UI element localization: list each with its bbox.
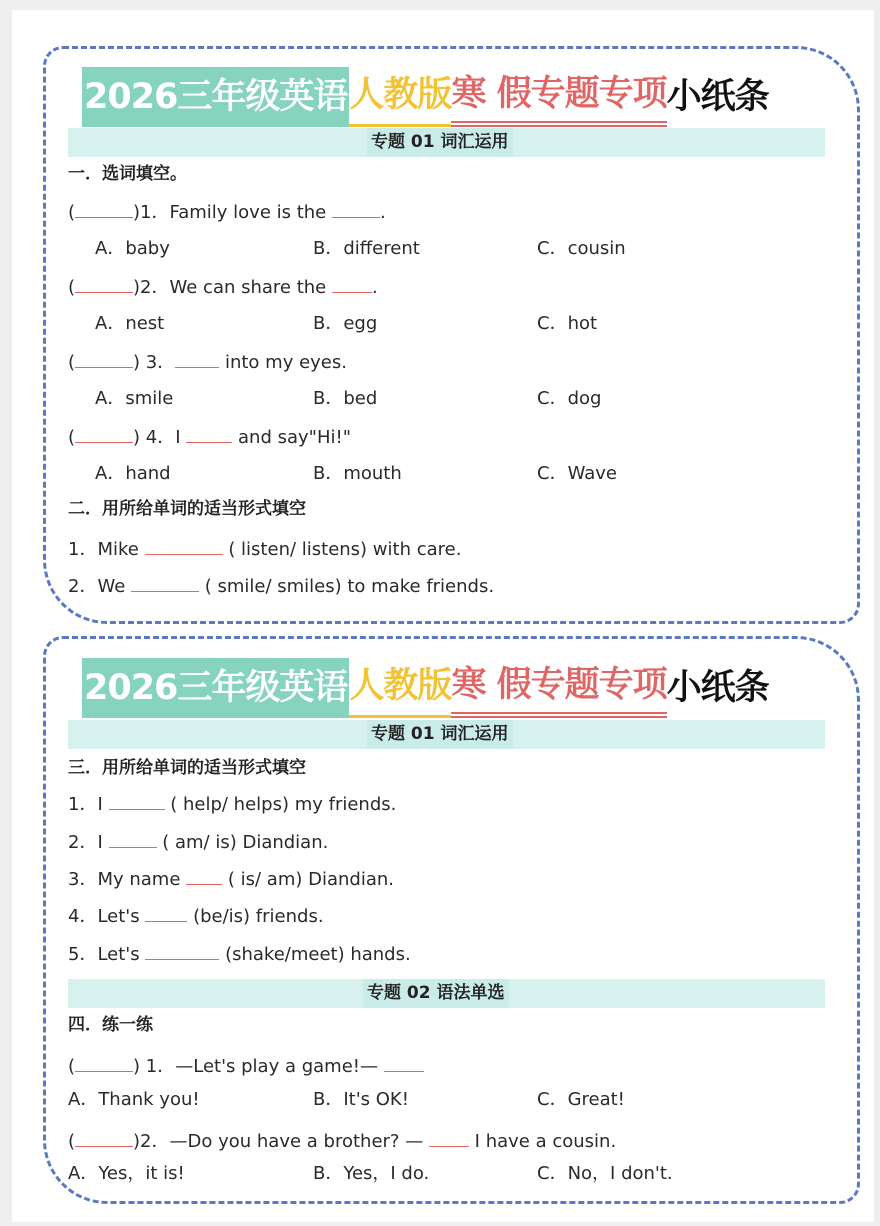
question-1: ( )1．Family love is the .: [68, 199, 386, 226]
question-4: ( ) 4．I and say"Hi!": [68, 424, 351, 451]
option-c[interactable]: C．hot: [537, 313, 598, 334]
option-b[interactable]: B．It's OK!: [313, 1089, 409, 1110]
option-c[interactable]: C．cousin: [537, 238, 626, 259]
fill-blank[interactable]: [332, 274, 372, 293]
fill-item-2: 2．We ( smile/ smiles) to make friends.: [68, 573, 494, 600]
question-3: ( ) 3． into my eyes.: [68, 349, 347, 376]
title-edition: 人教版: [349, 67, 451, 127]
worksheet-title: [82, 658, 769, 718]
question-1: ( ) 1．—Let's play a game!—: [68, 1053, 424, 1080]
fill-blank[interactable]: [186, 866, 222, 885]
answer-blank[interactable]: [75, 424, 133, 443]
fill-item-4: 4．Let's (be/is) friends.: [68, 903, 324, 930]
section-heading: 四．练一练: [68, 1015, 153, 1035]
fill-blank[interactable]: [145, 903, 187, 922]
answer-blank[interactable]: [75, 199, 133, 218]
fill-blank[interactable]: [332, 199, 380, 218]
title-grade-subject: 2026三年级英语: [82, 658, 349, 718]
section-heading: 一．选词填空。: [68, 164, 187, 184]
title-topic: 寒 假专题专项: [451, 67, 666, 127]
title-grade-subject: 2026三年级英语: [82, 67, 349, 127]
title-topic: 寒 假专题专项: [451, 658, 666, 718]
option-b[interactable]: B．mouth: [313, 463, 402, 484]
title-suffix: 小纸条: [666, 668, 769, 708]
option-a[interactable]: A．Yes，it is!: [68, 1163, 185, 1184]
title-edition: 人教版: [349, 658, 451, 718]
fill-item-1: 1．Mike ( listen/ listens) with care.: [68, 536, 461, 563]
option-b[interactable]: B．Yes，I do.: [313, 1163, 430, 1184]
option-b[interactable]: B．egg: [313, 313, 378, 334]
title-suffix: 小纸条: [666, 77, 769, 117]
fill-item-2: 2．I ( am/ is) Diandian.: [68, 829, 328, 856]
answer-blank[interactable]: [75, 274, 133, 293]
fill-item-5: 5．Let's (shake/meet) hands.: [68, 941, 411, 968]
answer-blank[interactable]: [75, 349, 133, 368]
question-2: ( )2．We can share the .: [68, 274, 378, 301]
section-heading: 二．用所给单词的适当形式填空: [68, 499, 306, 519]
option-b[interactable]: B．different: [313, 238, 420, 259]
fill-blank[interactable]: [145, 941, 219, 960]
answer-blank[interactable]: [75, 1128, 133, 1147]
option-a[interactable]: A．nest: [95, 313, 165, 334]
topic-label: 专题 02 语法单选: [363, 979, 509, 1008]
section-heading: 三．用所给单词的适当形式填空: [68, 758, 306, 778]
topic-label: 专题 01 词汇运用: [367, 720, 513, 749]
option-a[interactable]: A．hand: [95, 463, 171, 484]
fill-blank[interactable]: [109, 791, 165, 810]
fill-blank[interactable]: [131, 573, 199, 592]
option-c[interactable]: C．Great!: [537, 1089, 625, 1110]
option-c[interactable]: C．dog: [537, 388, 602, 409]
fill-item-1: 1．I ( help/ helps) my friends.: [68, 791, 396, 818]
fill-item-3: 3．My name ( is/ am) Diandian.: [68, 866, 394, 893]
topic-label: 专题 01 词汇运用: [367, 128, 513, 157]
option-a[interactable]: A．Thank you!: [68, 1089, 200, 1110]
option-b[interactable]: B．bed: [313, 388, 378, 409]
answer-blank[interactable]: [75, 1053, 133, 1072]
fill-blank[interactable]: [145, 536, 223, 555]
option-c[interactable]: C．Wave: [537, 463, 617, 484]
question-2: ( )2．—Do you have a brother? — I have a cousin.: [68, 1128, 616, 1155]
option-c[interactable]: C．No，I don't.: [537, 1163, 673, 1184]
fill-blank[interactable]: [186, 424, 232, 443]
option-a[interactable]: A．baby: [95, 238, 170, 259]
fill-blank[interactable]: [175, 349, 219, 368]
fill-blank[interactable]: [429, 1128, 469, 1147]
worksheet-title: [82, 67, 769, 127]
fill-blank[interactable]: [109, 829, 157, 848]
option-a[interactable]: A．smile: [95, 388, 174, 409]
fill-blank[interactable]: [384, 1053, 424, 1072]
